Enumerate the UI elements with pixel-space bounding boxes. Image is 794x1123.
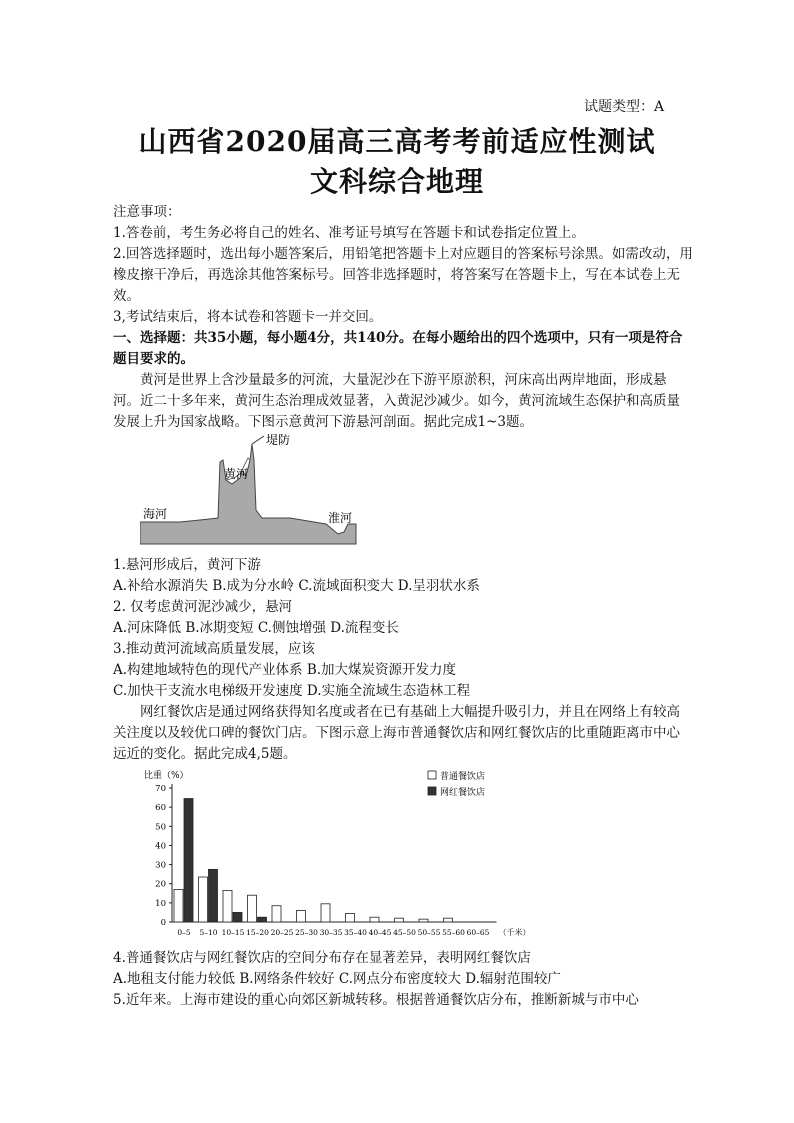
bar-ordinary bbox=[444, 918, 453, 922]
section-heading: 一、选择题：共35小题，每小题4分，共140分。在每小题给出的四个选项中，只有一项是符合题目要求的。 bbox=[113, 330, 683, 367]
bar-ordinary bbox=[174, 889, 183, 922]
x-tick-label: 5–10 bbox=[199, 928, 218, 937]
hai-river-label: 海河 bbox=[143, 507, 168, 521]
bar-ordinary bbox=[223, 890, 232, 922]
question-2-options: A.河床降低 B.冰期变短 C.侧蚀增强 D.流程变长 bbox=[113, 620, 399, 636]
bar-ordinary bbox=[370, 917, 379, 922]
notice-item-1: 1.答卷前，考生务必将自己的姓名、准考证号填写在答题卡和试卷指定位置上。 bbox=[113, 225, 585, 241]
y-tick-label: 50 bbox=[155, 822, 166, 833]
y-axis-label: 比重（%） bbox=[144, 771, 189, 781]
y-tick-label: 40 bbox=[155, 841, 166, 852]
legend-swatch bbox=[428, 771, 436, 779]
page-subtitle: 文科综合地理 bbox=[309, 165, 484, 198]
legend-swatch bbox=[428, 787, 436, 795]
notice-item-2: 2.回答选择题时，选出每小题答案后，用铅笔把答题卡上对应题目的答案标号涂黑。如需改动，用橡皮擦干净后，再选涂其他答案标号。回答非选择题时，将答案写在答题卡上，写在本试卷上无效。 bbox=[113, 246, 693, 304]
y-tick-label: 60 bbox=[155, 803, 166, 814]
bar-ordinary bbox=[248, 895, 257, 922]
x-tick-label: 15–20 bbox=[246, 928, 269, 937]
y-tick-label: 20 bbox=[155, 879, 166, 890]
legend-label: 普通餐饮店 bbox=[440, 772, 486, 782]
question-2: 2. 仅考虑黄河泥沙减少，悬河 bbox=[113, 599, 293, 615]
huai-river-label: 淮河 bbox=[328, 511, 353, 525]
bar-ordinary bbox=[272, 906, 281, 922]
y-tick-label: 10 bbox=[155, 898, 166, 909]
bar-internet-famous bbox=[258, 917, 267, 922]
x-tick-label: 25–30 bbox=[295, 928, 318, 937]
passage-1: 黄河是世界上含沙量最多的河流，大量泥沙在下游平原淤积，河床高出两岸地面，形成悬河。近二十多年来，黄河生态治理成效显著，入黄泥沙减少。如今，黄河流域生态保护和高质量发展上升为国家战略。下图示意黄河下游悬河剖面。据此完成1~3题。 bbox=[113, 372, 680, 430]
dike-label: 堤防 bbox=[266, 433, 291, 447]
bar-internet-famous bbox=[209, 869, 218, 922]
x-tick-label: 20–25 bbox=[270, 928, 294, 937]
x-tick-label: 55–60 bbox=[442, 928, 465, 937]
x-tick-label: 60–65 bbox=[466, 928, 490, 937]
x-tick-label: 10–15 bbox=[221, 928, 245, 937]
passage-2: 网红餐饮店是通过网络获得知名度或者在已有基础上大幅提升吸引力，并且在网络上有较高关注度以及较优口碑的餐饮门店。下图示意上海市普通餐饮店和网红餐饮店的比重随距离市中心远近的变化。据此完成4,5题。 bbox=[113, 704, 680, 762]
bar-ordinary bbox=[346, 913, 355, 922]
dike-pointer bbox=[252, 436, 264, 444]
y-tick-label: 70 bbox=[155, 784, 166, 794]
x-tick-label: 30–35 bbox=[319, 928, 343, 937]
x-axis-label: （千米） bbox=[498, 928, 531, 937]
bar-ordinary bbox=[321, 904, 330, 922]
river-profile-diagram bbox=[140, 430, 360, 552]
question-3: 3.推动黄河流域高质量发展，应该 bbox=[113, 641, 315, 657]
restaurant-share-chart bbox=[138, 765, 538, 945]
x-tick-label: 0–5 bbox=[177, 928, 191, 937]
bar-ordinary bbox=[419, 919, 428, 922]
bar-ordinary bbox=[199, 877, 208, 922]
question-5: 5.近年来。上海市建设的重心向郊区新城转移。根据普通餐饮店分布，推断新城与市中心 bbox=[113, 992, 639, 1008]
notice-heading: 注意事项： bbox=[113, 204, 181, 220]
question-1: 1.悬河形成后，黄河下游 bbox=[113, 557, 261, 573]
bar-ordinary bbox=[297, 911, 306, 922]
page-title: 山西省2020届高三高考考前适应性测试 bbox=[138, 125, 656, 158]
x-tick-label: 40–45 bbox=[368, 928, 392, 937]
x-tick-label: 45–50 bbox=[393, 928, 416, 937]
notice-item-3: 3,考试结束后，将本试卷和答题卡一并交回。 bbox=[113, 309, 383, 325]
question-1-options: A.补给水源消失 B.成为分水岭 C.流域面积变大 D.呈羽状水系 bbox=[113, 578, 480, 594]
yellow-river-label: 黄河 bbox=[224, 467, 249, 481]
question-4: 4.普通餐饮店与网红餐饮店的空间分布存在显著差异，表明网红餐饮店 bbox=[113, 950, 531, 966]
bar-ordinary bbox=[395, 918, 404, 922]
y-tick-label: 30 bbox=[155, 860, 166, 871]
exam-type: 试题类型：A bbox=[584, 99, 665, 115]
x-tick-label: 35–40 bbox=[344, 928, 367, 937]
question-3-options-cd: C.加快干支流水电梯级开发速度 D.实施全流域生态造林工程 bbox=[113, 683, 471, 699]
bar-internet-famous bbox=[184, 799, 193, 922]
x-tick-label: 50–55 bbox=[417, 928, 441, 937]
legend-label: 网红餐饮店 bbox=[440, 788, 486, 798]
question-3-options-ab: A.构建地域特色的现代产业体系 B.加大煤炭资源开发力度 bbox=[113, 662, 457, 678]
y-tick-label: 0 bbox=[160, 918, 166, 928]
bar-internet-famous bbox=[233, 912, 242, 922]
question-4-options: A.地租支付能力较低 B.网络条件较好 C.网点分布密度较大 D.辐射范围较广 bbox=[113, 971, 561, 987]
